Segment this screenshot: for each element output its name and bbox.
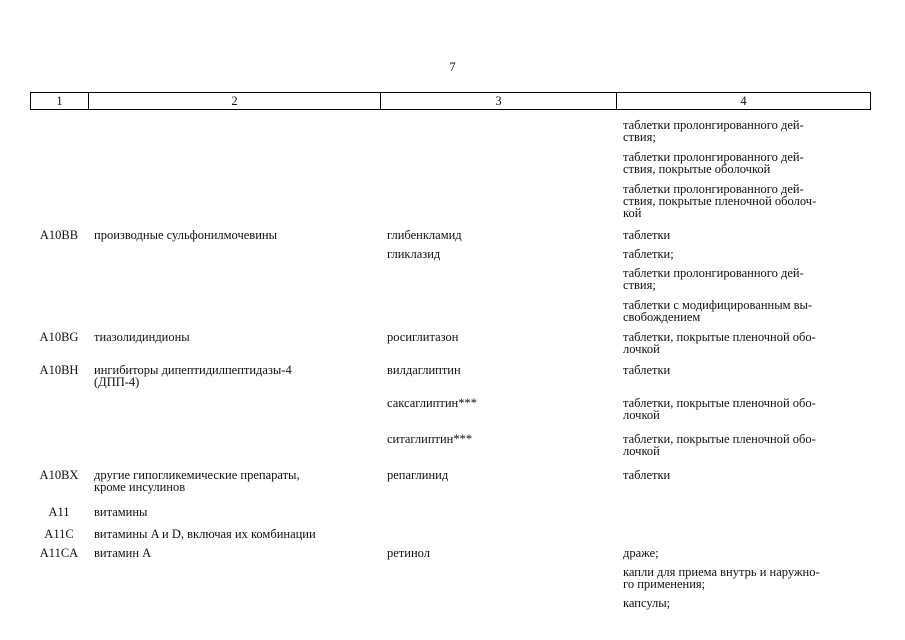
cell-line: A11	[48, 505, 70, 519]
cell-line: таблетки пролонгированного дей-	[623, 182, 804, 196]
drug-name-cell	[387, 397, 477, 409]
cell-line: кроме инсулинов	[94, 480, 186, 494]
dosage-form-cell	[623, 267, 804, 291]
dosage-form-cell	[623, 364, 670, 376]
cell-line: гликлазид	[387, 247, 441, 261]
atc-code-cell	[32, 469, 86, 481]
drug-name-cell	[387, 433, 472, 445]
cell-line: свобождением	[623, 310, 701, 324]
atc-code-cell	[32, 506, 86, 518]
cell-line: капсулы;	[623, 596, 671, 610]
page-number: 7	[449, 60, 456, 74]
cell-line: таблетки, покрытые пленочной обо-	[623, 396, 816, 410]
group-name-cell	[94, 528, 316, 540]
dosage-form-cell	[623, 229, 670, 241]
cell-line: лочкой	[623, 444, 660, 458]
cell-line: ствия;	[623, 130, 656, 144]
cell-line: витамины	[94, 505, 148, 519]
cell-line: таблетки;	[623, 247, 674, 261]
cell-line: саксаглиптин***	[387, 396, 477, 410]
dosage-form-cell	[623, 248, 674, 260]
cell-line: A10BB	[39, 228, 79, 242]
dosage-form-cell	[623, 331, 816, 355]
cell-line: ретинол	[387, 546, 430, 560]
cell-line: вилдаглиптин	[387, 363, 461, 377]
cell-line: таблетки, покрытые пленочной обо-	[623, 432, 816, 446]
cell-line: лочкой	[623, 342, 660, 356]
cell-line: таблетки, покрытые пленочной обо-	[623, 330, 816, 344]
cell-line: репаглинид	[387, 468, 449, 482]
cell-line: росиглитазон	[387, 330, 459, 344]
table-header	[30, 92, 871, 110]
cell-line: ствия, покрытые оболочкой	[623, 162, 771, 176]
drug-name-cell	[387, 547, 430, 559]
group-name-cell	[94, 547, 151, 559]
cell-line: (ДПП-4)	[94, 375, 140, 389]
cell-line: A11CA	[39, 546, 79, 560]
group-name-cell	[94, 469, 300, 493]
cell-line: таблетки	[623, 468, 671, 482]
column-header-2: 2	[89, 93, 381, 109]
dosage-form-cell	[623, 151, 804, 175]
cell-line: глибенкламид	[387, 228, 462, 242]
cell-line: A10BX	[39, 468, 79, 482]
cell-line: A10BG	[39, 330, 79, 344]
cell-line: ингибиторы дипептидилпептидазы-4	[94, 363, 292, 377]
dosage-form-cell	[623, 547, 659, 559]
atc-code-cell	[32, 331, 86, 343]
cell-line: кой	[623, 206, 642, 220]
drug-name-cell	[387, 331, 458, 343]
cell-line: драже;	[623, 546, 659, 560]
dosage-form-cell	[623, 597, 670, 609]
cell-line: го применения;	[623, 577, 706, 591]
group-name-cell	[94, 229, 277, 241]
cell-line: производные сульфонилмочевины	[94, 228, 277, 242]
cell-line: таблетки с модифицированным вы-	[623, 298, 813, 312]
dosage-form-cell	[623, 433, 816, 457]
cell-line: таблетки пролонгированного дей-	[623, 118, 804, 132]
cell-line: A11C	[44, 527, 74, 541]
atc-code-cell	[32, 547, 86, 559]
cell-line: ствия, покрытые пленочной оболоч-	[623, 194, 817, 208]
dosage-form-cell	[623, 119, 804, 143]
column-header-1: 1	[31, 93, 89, 109]
drug-name-cell	[387, 364, 461, 376]
dosage-form-cell	[623, 469, 670, 481]
cell-line: другие гипогликемические препараты,	[94, 468, 300, 482]
cell-line: таблетки пролонгированного дей-	[623, 266, 804, 280]
cell-line: таблетки пролонгированного дей-	[623, 150, 804, 164]
cell-line: витамин A	[94, 546, 152, 560]
column-header-3: 3	[381, 93, 617, 109]
group-name-cell	[94, 364, 292, 388]
cell-line: ствия;	[623, 278, 656, 292]
cell-line: таблетки	[623, 363, 671, 377]
atc-code-cell	[32, 364, 86, 376]
dosage-form-cell	[623, 299, 812, 323]
atc-code-cell	[32, 528, 86, 540]
dosage-form-cell	[623, 397, 816, 421]
cell-line: A10BH	[39, 363, 79, 377]
dosage-form-cell	[623, 566, 820, 590]
cell-line: ситаглиптин***	[387, 432, 473, 446]
cell-line: таблетки	[623, 228, 671, 242]
drug-name-cell	[387, 248, 440, 260]
cell-line: капли для приема внутрь и наружно-	[623, 565, 820, 579]
cell-line: витамины A и D, включая их комбинации	[94, 527, 316, 541]
atc-code-cell	[32, 229, 86, 241]
drug-name-cell	[387, 469, 448, 481]
cell-line: лочкой	[623, 408, 660, 422]
group-name-cell	[94, 331, 190, 343]
group-name-cell	[94, 506, 147, 518]
drug-name-cell	[387, 229, 462, 241]
dosage-form-cell	[623, 183, 816, 219]
cell-line: тиазолидиндионы	[94, 330, 190, 344]
column-header-4: 4	[740, 94, 747, 108]
